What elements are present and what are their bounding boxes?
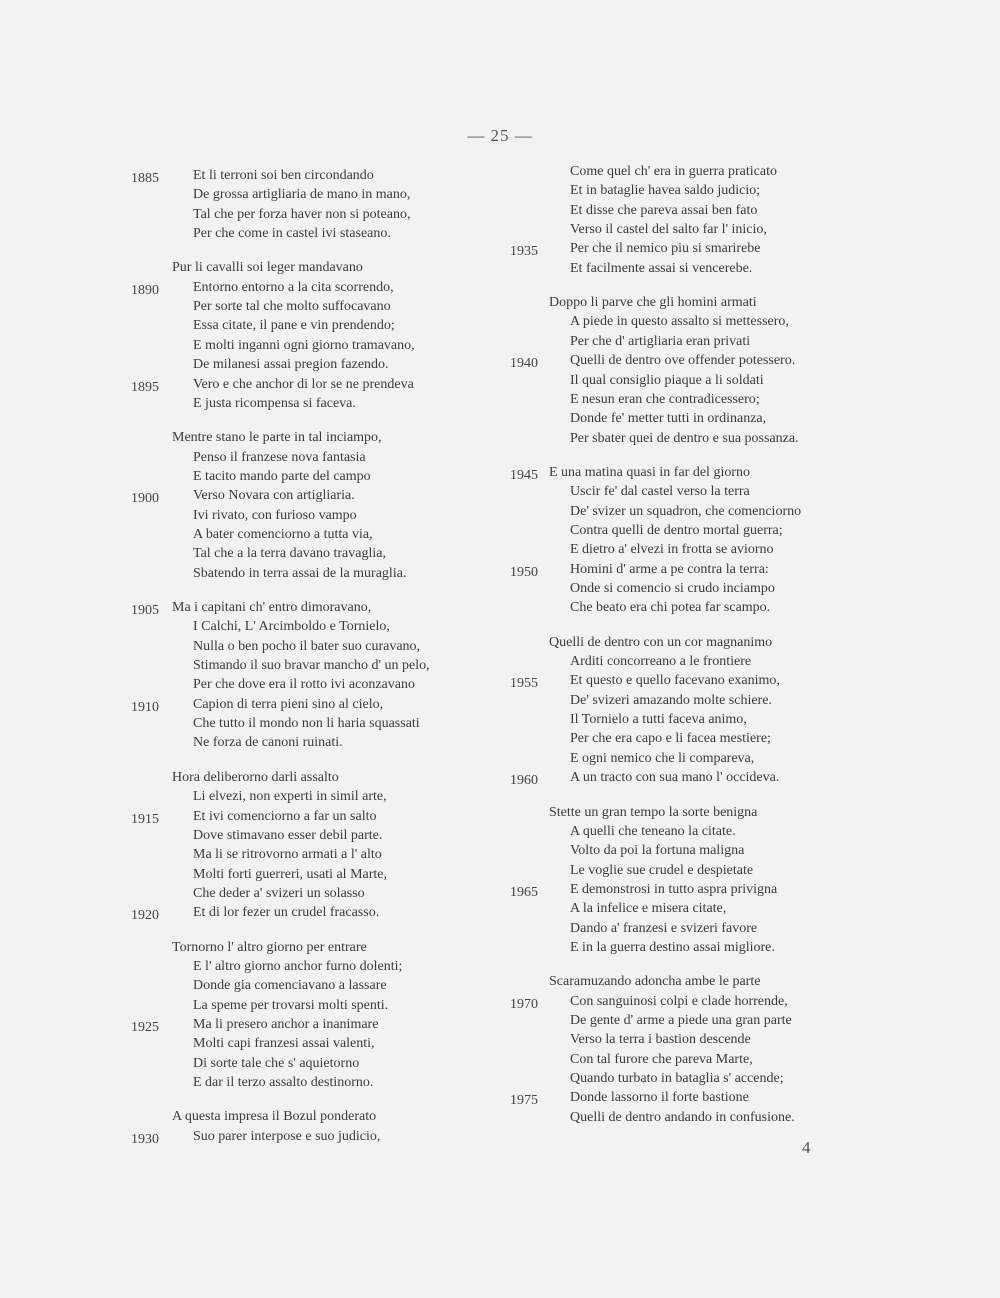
verse-line: Per che era capo e li facea mestiere; [570, 731, 771, 747]
verse-line: Donde fe' metter tutti in ordinanza, [570, 411, 767, 427]
verse-line: Ivi rivato, con furioso vampo [193, 507, 357, 523]
verse-line: Per sbater quei de dentro e sua possanza. [570, 430, 799, 446]
verse-number: 1925 [131, 1020, 159, 1035]
verse-line: Quelli de dentro ove offender potessero. [570, 353, 796, 369]
verse-line: Stimando il suo bravar mancho d' un pelo, [193, 658, 430, 674]
verse-line: Et questo e quello facevano exanimo, [570, 673, 780, 689]
verse-line: Tal che a la terra davano travaglia, [193, 546, 386, 562]
verse-line: Et in bataglie havea saldo judicio; [570, 183, 761, 199]
verse-line: Per che dove era il rotto ivi aconzavano [193, 677, 415, 693]
verse-line: Scaramuzando adoncha ambe le parte [549, 974, 761, 990]
verse-number: 1940 [510, 356, 538, 372]
verse-line: Per che come in castel ivi staseano. [193, 226, 391, 242]
verse-line: Quelli de dentro andando in confusione. [570, 1109, 795, 1125]
verse-line: A bater comenciorno a tutta via, [193, 526, 373, 542]
verse-line: De' svizer un squadron, che comenciorno [570, 503, 802, 519]
verse-line: E demonstrosi in tutto aspra privigna [570, 881, 778, 897]
verse-line: E dietro a' elvezi in frotta se aviorno [570, 542, 774, 558]
verse-line: Arditi concorreano a le frontiere [570, 654, 752, 670]
verse-line: E in la guerra destino assai migliore. [570, 939, 775, 955]
verse-line: Et di lor fezer un crudel fracasso. [193, 905, 380, 921]
verse-line: Ma i capitani ch' entro dimoravano, [172, 600, 372, 615]
verse-line: Quelli de dentro con un cor magnanimo [549, 634, 773, 650]
verse-line: Le voglie sue crudel e despietate [570, 862, 754, 878]
verse-line: Et facilmente assai si vencerebe. [570, 260, 753, 276]
verse-line: E ogni nemico che li compareva, [570, 750, 755, 766]
verse-line: De grossa artigliaria de mano in mano, [193, 187, 411, 203]
verse-line: Essa citate, il pane e vin prendendo; [193, 318, 395, 334]
verse-line: A la infelice e misera citate, [570, 901, 727, 917]
verse-line: Doppo li parve che gli homini armati [549, 295, 757, 311]
verse-number: 1930 [131, 1131, 159, 1147]
verse-line: Dove stimavano esser debil parte. [193, 827, 383, 843]
verse-line: Quando turbato in bataglia s' accende; [570, 1071, 784, 1087]
verse-line: Vero e che anchor di lor se ne prendeva [193, 376, 414, 392]
verse-line: De milanesi assai pregion fazendo. [193, 357, 389, 373]
verse-number: 1890 [131, 282, 159, 298]
verse-number: 1965 [510, 884, 538, 900]
verse-line: E l' altro giorno anchor furno dolenti; [193, 958, 403, 974]
verse-number: 1920 [131, 908, 159, 924]
verse-line: Per che d' artigliaria eran privati [570, 333, 751, 349]
verse-line: Onde si comencio si crudo inciampo [570, 581, 775, 596]
verse-line: E justa ricompensa si faceva. [193, 395, 356, 411]
verse-line: A quelli che teneano la citate. [570, 823, 736, 839]
verse-line: Il qual consiglio piaque a li soldati [570, 372, 764, 388]
verse-line: Che tutto il mondo non li haria squassati [193, 716, 420, 732]
verse-line: Capion di terra pieni sino al cielo, [193, 696, 384, 712]
verse-number: 1905 [131, 603, 159, 618]
verse-line: E una matina quasi in far del giorno [549, 464, 750, 480]
verse-line: E dar il terzo assalto destinorno. [193, 1075, 374, 1091]
verse-line: Contra quelli de dentro mortal guerra; [570, 522, 783, 538]
verse-line: Donde gia comenciavano a lassare [193, 978, 387, 994]
verse-line: Come quel ch' era in guerra praticato [570, 164, 777, 179]
verse-line: Ne forza de canoni ruinati. [193, 735, 343, 751]
verse-line: Li elvezi, non experti in simil arte, [193, 789, 387, 805]
verse-line: Verso il castel del salto far l' inicio, [570, 222, 767, 238]
verse-line: A un tracto con sua mano l' occideva. [570, 770, 780, 786]
verse-line: Molti forti guerreri, usati al Marte, [193, 866, 387, 882]
verse-line: Molti capi franzesi assai valenti, [193, 1036, 375, 1052]
verse-number: 1900 [131, 491, 159, 507]
verse-line: Et li terroni soi ben circondando [193, 168, 374, 183]
verse-line: Che deder a' svizeri un solasso [193, 885, 365, 901]
verse-line: Con tal furore che pareva Marte, [570, 1051, 753, 1067]
verse-line: Penso il franzese nova fantasia [193, 449, 366, 465]
verse-number: 1935 [510, 244, 538, 260]
verse-line: Tornorno l' altro giorno per entrare [172, 939, 367, 955]
verse-line: Ma li se ritrovorno armati a l' alto [193, 847, 382, 863]
verse-number: 1970 [510, 996, 538, 1012]
verse-line: Sbatendo in terra assai de la muraglia. [193, 565, 407, 581]
verse-line: Ma li presero anchor a inanimare [193, 1017, 379, 1032]
verse-number: 1975 [510, 1093, 538, 1109]
verse-line: E molti inganni ogni giorno tramavano, [193, 337, 415, 353]
verse-line: Di sorte tale che s' aquietorno [193, 1055, 360, 1071]
verse-line: E nesun eran che contradicessero; [570, 391, 760, 407]
verse-line: Il Tornielo a tutti faceva animo, [570, 712, 747, 728]
verse-number: 1915 [131, 811, 159, 827]
verse-line: E tacito mando parte del campo [193, 468, 371, 484]
verse-line: Nulla o ben pocho il bater suo curavano, [193, 638, 421, 654]
verse-line: Per sorte tal che molto suffocavano [193, 299, 391, 315]
verse-line: Pur li cavalli soi leger mandavano [172, 260, 363, 276]
verse-line: Mentre stano le parte in tal inciampo, [172, 430, 382, 446]
verse-line: I Calchi, L' Arcimboldo e Tornielo, [193, 619, 390, 635]
verse-line: Entorno entorno a la cita scorrendo, [193, 279, 394, 295]
page-number: — 25 — [467, 126, 533, 145]
signature-mark: 4 [802, 1138, 811, 1157]
verse-line: De' svizeri amazando molte schiere. [570, 692, 772, 708]
verse-number: 1945 [510, 467, 538, 483]
verse-line: Et disse che pareva assai ben fato [570, 202, 758, 218]
verse-line: Con sanguinosi colpi e clade horrende, [570, 993, 788, 1009]
verse-line: Volto da poi la fortuna maligna [570, 843, 745, 859]
verse-number: 1960 [510, 773, 538, 789]
verse-number: 1885 [131, 171, 159, 186]
verse-line: De gente d' arme a piede una gran parte [570, 1013, 792, 1028]
verse-line: Suo parer interpose e suo judicio, [193, 1128, 381, 1144]
verse-number: 1910 [131, 699, 159, 715]
verse-line: Che beato era chi potea far scampo. [570, 600, 771, 616]
verse-line: A questa impresa il Bozul ponderato [172, 1109, 377, 1125]
verse-line: Dando a' franzesi e svizeri favore [570, 920, 758, 936]
verse-number: 1950 [510, 564, 538, 580]
verse-line: Verso la terra i bastion descende [570, 1032, 751, 1048]
verse-line: Verso Novara con artigliaria. [193, 488, 355, 504]
verse-line: Donde lassorno il forte bastione [570, 1090, 749, 1106]
verse-line: Stette un gran tempo la sorte benigna [549, 804, 758, 820]
verse-number: 1895 [131, 379, 159, 395]
verse-line: Homini d' arme a pe contra la terra: [570, 561, 769, 577]
verse-line: Hora deliberorno darli assalto [172, 769, 339, 785]
verse-line: Tal che per forza haver non si poteano, [193, 206, 411, 222]
verse-line: La speme per trovarsi molti spenti. [193, 997, 389, 1013]
verse-line: Per che il nemico piu si smarirebe [570, 241, 761, 257]
verse-line: Et ivi comenciorno a far un salto [193, 808, 377, 824]
verse-line: Uscir fe' dal castel verso la terra [570, 484, 750, 500]
verse-line: A piede in questo assalto si mettessero, [570, 314, 789, 330]
verse-number: 1955 [510, 676, 538, 692]
